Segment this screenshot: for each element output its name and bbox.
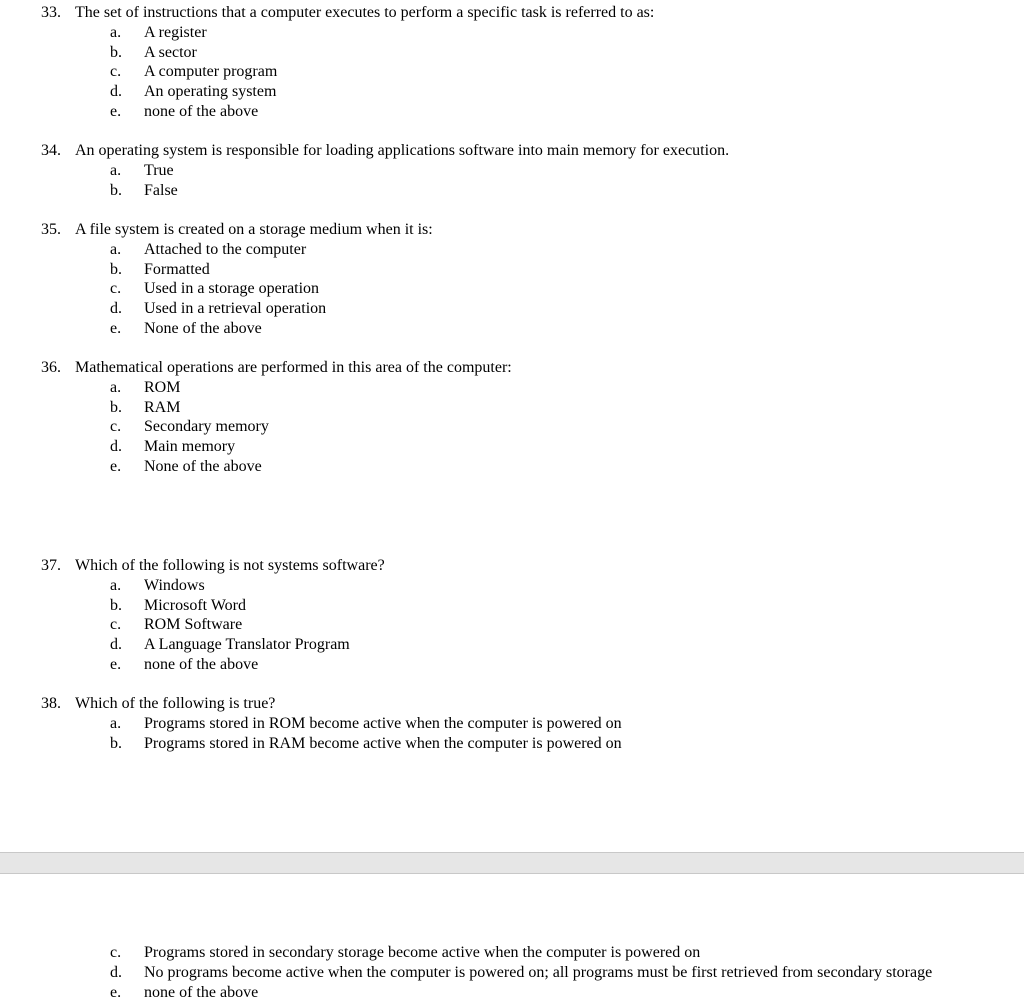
- document-page-2: [0, 874, 1024, 1006]
- option-text: Secondary memory: [144, 418, 269, 436]
- option-letter: a.: [110, 240, 122, 258]
- option-text: Programs stored in ROM become active when the computer is powered on: [144, 714, 622, 732]
- option-letter: c.: [110, 280, 122, 298]
- question-36: [0, 358, 1024, 477]
- option-text: No programs become active when the computer is powered on; all programs must be first retrieved from secondary storage: [144, 963, 933, 981]
- option-letter: d.: [110, 300, 122, 318]
- option-d: [0, 299, 1024, 319]
- option-text: A register: [144, 23, 207, 41]
- option-a: [0, 714, 1024, 734]
- question-row: [0, 220, 1024, 240]
- option-text: An operating system: [144, 83, 277, 101]
- option-e: [0, 655, 1024, 675]
- question-38-continued: [0, 943, 1024, 1002]
- page-break-gap: [0, 852, 1024, 874]
- option-c: [0, 943, 1024, 963]
- option-text: none of the above: [144, 983, 259, 1001]
- option-letter: b.: [110, 43, 122, 61]
- option-e: [0, 983, 1024, 1003]
- option-text: Used in a storage operation: [144, 280, 320, 298]
- option-e: [0, 102, 1024, 122]
- option-text: None of the above: [144, 457, 262, 475]
- option-b: [0, 181, 1024, 201]
- option-c: [0, 62, 1024, 82]
- option-text: A computer program: [144, 63, 278, 81]
- question-row: [0, 141, 1024, 161]
- option-b: [0, 596, 1024, 616]
- option-a: [0, 240, 1024, 260]
- question-text: An operating system is responsible for loading applications software into main memory for execution.: [75, 142, 730, 159]
- option-letter: e.: [110, 983, 122, 1001]
- question-number: 33.: [41, 4, 61, 21]
- question-text: Mathematical operations are performed in this area of the computer:: [75, 359, 512, 376]
- option-letter: b.: [110, 398, 122, 416]
- question-number: 34.: [41, 142, 61, 159]
- option-text: Attached to the computer: [144, 240, 307, 258]
- question-38: [0, 694, 1024, 753]
- option-text: A Language Translator Program: [144, 636, 350, 654]
- option-text: RAM: [144, 398, 181, 416]
- option-letter: c.: [110, 616, 122, 634]
- option-letter: d.: [110, 83, 122, 101]
- option-text: None of the above: [144, 319, 262, 337]
- option-a: [0, 576, 1024, 596]
- option-letter: d.: [110, 438, 122, 456]
- option-letter: b.: [110, 181, 122, 199]
- question-row: [0, 694, 1024, 714]
- option-b: [0, 43, 1024, 63]
- option-text: ROM: [144, 378, 181, 396]
- option-text: Used in a retrieval operation: [144, 300, 327, 318]
- option-b: [0, 260, 1024, 280]
- option-letter: a.: [110, 576, 122, 594]
- option-text: False: [144, 181, 178, 199]
- question-text: A file system is created on a storage medium when it is:: [75, 221, 433, 238]
- option-text: Programs stored in secondary storage become active when the computer is powered on: [144, 944, 701, 961]
- option-text: A sector: [144, 43, 197, 61]
- option-text: True: [144, 161, 174, 179]
- option-letter: a.: [110, 378, 122, 396]
- option-letter: a.: [110, 714, 122, 732]
- question-number: 38.: [41, 695, 61, 712]
- option-letter: d.: [110, 963, 122, 981]
- question-row: [0, 556, 1024, 576]
- option-c: [0, 615, 1024, 635]
- option-letter: e.: [110, 655, 122, 673]
- question-33: [0, 3, 1024, 122]
- question-text: Which of the following is not systems software?: [75, 557, 385, 574]
- question-row: [0, 358, 1024, 378]
- option-e: [0, 457, 1024, 477]
- option-letter: e.: [110, 102, 122, 120]
- option-a: [0, 161, 1024, 181]
- option-c: [0, 417, 1024, 437]
- option-c: [0, 279, 1024, 299]
- option-text: Windows: [144, 576, 205, 594]
- option-a: [0, 378, 1024, 398]
- option-letter: b.: [110, 260, 122, 278]
- option-b: [0, 398, 1024, 418]
- question-number: 36.: [41, 359, 61, 376]
- option-text: Main memory: [144, 438, 236, 456]
- option-d: [0, 635, 1024, 655]
- question-row: [0, 3, 1024, 23]
- question-34: [0, 141, 1024, 200]
- question-number: 37.: [41, 557, 61, 574]
- option-letter: c.: [110, 63, 122, 81]
- option-letter: c.: [110, 418, 122, 436]
- option-text: none of the above: [144, 102, 259, 120]
- option-b: [0, 734, 1024, 754]
- option-letter: c.: [110, 944, 122, 961]
- option-text: none of the above: [144, 655, 259, 673]
- option-letter: a.: [110, 23, 122, 41]
- option-letter: e.: [110, 319, 122, 337]
- question-35: [0, 220, 1024, 339]
- option-d: [0, 963, 1024, 983]
- option-letter: b.: [110, 734, 122, 752]
- option-a: [0, 23, 1024, 43]
- option-text: Microsoft Word: [144, 596, 246, 614]
- question-37: [0, 556, 1024, 675]
- option-d: [0, 437, 1024, 457]
- question-number: 35.: [41, 221, 61, 238]
- question-text: Which of the following is true?: [75, 695, 276, 712]
- option-letter: a.: [110, 161, 122, 179]
- option-text: ROM Software: [144, 616, 243, 634]
- option-d: [0, 82, 1024, 102]
- option-e: [0, 319, 1024, 339]
- option-letter: d.: [110, 636, 122, 654]
- option-letter: e.: [110, 457, 122, 475]
- question-text: The set of instructions that a computer executes to perform a specific task is referred to as:: [75, 4, 655, 21]
- option-letter: b.: [110, 596, 122, 614]
- option-text: Formatted: [144, 260, 210, 278]
- option-text: Programs stored in RAM become active when the computer is powered on: [144, 734, 622, 752]
